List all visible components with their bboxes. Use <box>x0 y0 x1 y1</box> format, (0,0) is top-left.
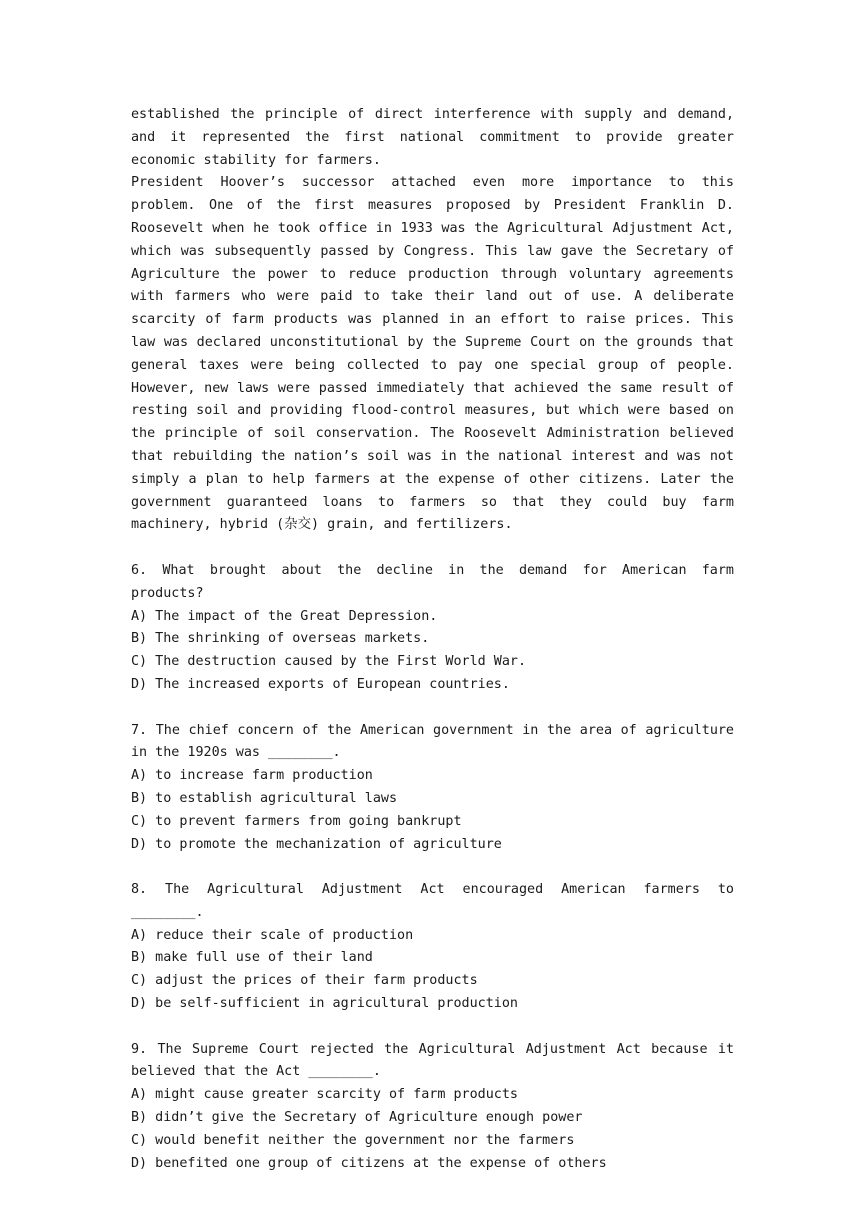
passage-paragraph-2: President Hoover’s successor attached even more importance to this problem. One of the first measures proposed by President Franklin D. Roosevelt when he took office in 1933 was the Agricultural Adjustment Act, which was subsequently passed by Congress. This law gave the Secretary of Agriculture the power to reduce production through voluntary agreements with farmers who were paid to take their land out of use. A deliberate scarcity of farm products was planned in an effort to raise prices. This law was declared unconstitutional by the Supreme Court on the grounds that general taxes were being collected to pay one special group of people. However, new laws were passed immediately that achieved the same result of resting soil and providing flood-control measures, but which were based on the principle of soil conservation. The Roosevelt Administration believed that rebuilding the nation’s soil was in the national interest and was not simply a plan to help farmers at the expense of other citizens. Later the government guaranteed loans to farmers so that they could buy farm machinery, hybrid (杂交) grain, and fertilizers. <box>131 175 734 533</box>
option-b: B) make full use of their land <box>131 950 373 966</box>
option-c: C) The destruction caused by the First World War. <box>131 654 527 670</box>
question-8 <box>131 879 734 1016</box>
option-d: D) be self-sufficient in agricultural production <box>131 996 518 1012</box>
option-a: A) might cause greater scarcity of farm products <box>131 1087 518 1103</box>
option-a: A) reduce their scale of production <box>131 927 414 943</box>
option-c: C) would benefit neither the government nor the farmers <box>131 1132 575 1148</box>
question-stem: 7. The chief concern of the American government in the area of agriculture in the 1920s was ________. <box>131 722 734 761</box>
question-stem: 8. The Agricultural Adjustment Act encouraged American farmers to ________. <box>131 882 734 920</box>
passage-paragraph-1: established the principle of direct interference with supply and demand, and it represented the first national commitment to provide greater economic stability for farmers. <box>131 107 734 168</box>
option-c: C) adjust the prices of their farm products <box>131 973 478 989</box>
question-9 <box>131 1039 734 1176</box>
question-stem: 9. The Supreme Court rejected the Agricultural Adjustment Act because it believed that the Act ________. <box>131 1041 734 1080</box>
option-c: C) to prevent farmers from going bankrupt <box>131 813 462 829</box>
option-a: A) to increase farm production <box>131 768 373 784</box>
option-b: B) The shrinking of overseas markets. <box>131 631 430 647</box>
option-b: B) didn’t give the Secretary of Agriculture enough power <box>131 1110 583 1126</box>
option-a: A) The impact of the Great Depression. <box>131 608 438 624</box>
option-d: D) The increased exports of European countries. <box>131 676 510 692</box>
document-page <box>131 104 734 1175</box>
question-7 <box>131 720 734 857</box>
question-stem: 6. What brought about the decline in the demand for American farm products? <box>131 562 734 601</box>
option-b: B) to establish agricultural laws <box>131 790 398 806</box>
option-d: D) to promote the mechanization of agriculture <box>131 836 502 852</box>
question-6 <box>131 560 734 697</box>
option-d: D) benefited one group of citizens at the expense of others <box>131 1155 607 1171</box>
reading-passage <box>131 104 734 537</box>
